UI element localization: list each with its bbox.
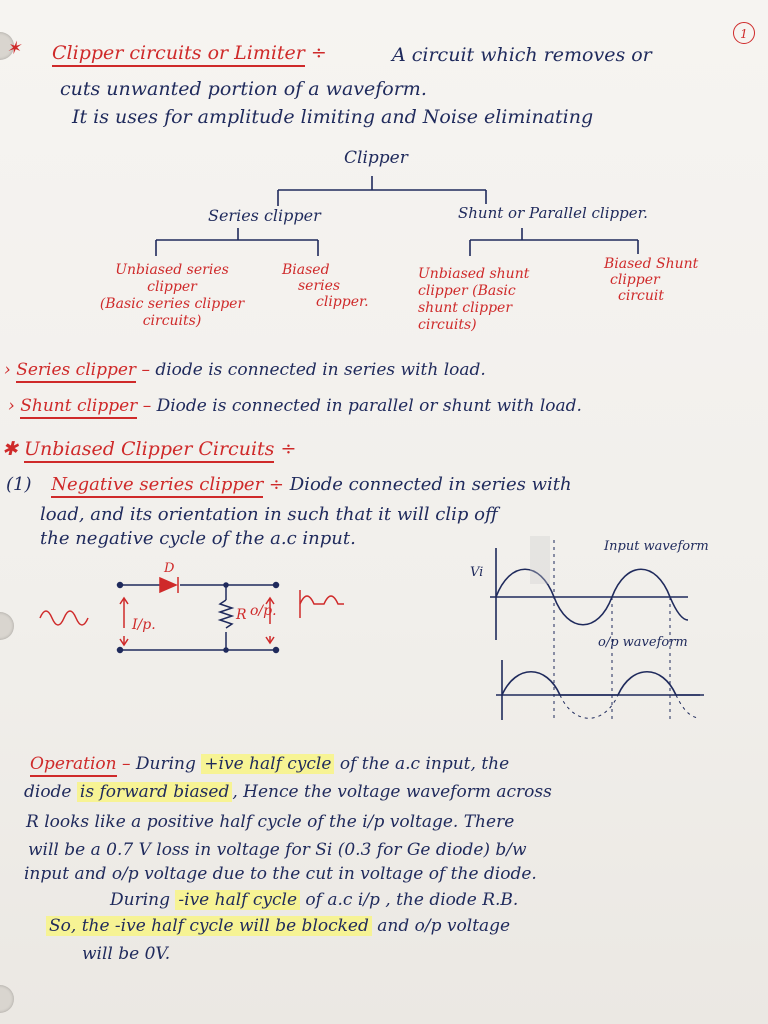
tree-shunt: Shunt or Parallel clipper. xyxy=(458,204,648,222)
tree-node-line: series xyxy=(298,278,341,294)
op-line-1b: of the a.c input, the xyxy=(339,754,510,774)
op-line-1-highlight: +ive half cycle xyxy=(201,754,334,774)
intro-def-line-1: A circuit which removes or xyxy=(392,44,652,66)
operation-line-7 xyxy=(46,918,510,935)
tree-node-line: Unbiased shunt xyxy=(418,266,530,282)
operation-dash: – xyxy=(122,754,131,774)
operation-line-5: input and o/p voltage due to the cut in voltage of the diode. xyxy=(24,864,537,884)
neg-line-2: load, and its orientation in such that it will clip off xyxy=(40,504,498,525)
neg-mark: ÷ xyxy=(268,474,285,495)
operation-line-3: R looks like a positive half cycle of the i/p voltage. There xyxy=(26,812,515,832)
tree-node-line: clipper (Basic xyxy=(418,283,516,299)
op-line-6-highlight: -ive half cycle xyxy=(175,890,300,910)
intro-heading-mark: ÷ xyxy=(310,42,327,64)
tree-node-line: circuits) xyxy=(418,317,477,333)
operation-line-4: will be a 0.7 V loss in voltage for Si (0.3 for Ge diode) b/w xyxy=(28,840,527,860)
tree-node-line: clipper xyxy=(610,272,660,288)
series-term: Series clipper xyxy=(16,360,136,383)
tree-node-line: Biased xyxy=(282,262,330,278)
section-heading: ✱ Unbiased Clipper Circuits ÷ xyxy=(2,440,296,459)
op-line-1a: During xyxy=(135,754,196,774)
intro-def-line-3: It is uses for amplitude limiting and Noise eliminating xyxy=(72,106,594,128)
operation-line-1 xyxy=(30,756,509,773)
tree-node-line: shunt clipper xyxy=(418,300,513,316)
op-line-2a: diode xyxy=(24,782,72,802)
shunt-text: Diode is connected in parallel or shunt with load. xyxy=(156,396,582,416)
section-heading-text: Unbiased Clipper Circuits xyxy=(24,438,274,463)
neg-term: Negative series clipper xyxy=(51,474,263,498)
op-line-7b: and o/p voltage xyxy=(377,916,511,936)
operation-line-6 xyxy=(110,892,518,909)
neg-line-1: Diode connected in series with xyxy=(289,474,572,495)
intro-heading-text: Clipper circuits or Limiter xyxy=(52,42,305,67)
neg-number: (1) xyxy=(6,474,32,495)
series-definition: › Series clipper – diode is connected in series with load. xyxy=(4,362,486,379)
neg-line-3: the negative cycle of the a.c input. xyxy=(40,528,356,549)
vi-label: Vi xyxy=(470,565,484,580)
star-mark: ✶ xyxy=(6,38,22,59)
tree-node-line: Unbiased series xyxy=(115,262,229,278)
tree-node-line: clipper xyxy=(147,279,197,295)
tree-node-line: (Basic series clipper xyxy=(99,296,245,312)
tree-node-line: clipper. xyxy=(316,294,369,310)
shunt-term: Shunt clipper xyxy=(20,396,137,419)
input-label: I/p. xyxy=(132,617,156,633)
page-number: 1 xyxy=(740,27,748,41)
op-line-6a: During xyxy=(110,890,170,910)
tree-node-line: Biased Shunt xyxy=(604,256,699,272)
tree-root: Clipper xyxy=(344,148,408,168)
op-line-2b: , Hence the voltage waveform across xyxy=(232,782,552,802)
operation-line-8: will be 0V. xyxy=(82,944,171,964)
output-waveform-title: o/p waveform xyxy=(598,635,688,650)
operation-term: Operation xyxy=(30,754,117,777)
series-text: diode is connected in series with load. xyxy=(155,360,486,380)
operation-line-2 xyxy=(24,784,552,801)
input-waveform-title: Input waveform xyxy=(604,539,709,554)
intro-def-line-2: cuts unwanted portion of a waveform. xyxy=(60,78,427,100)
resistor-label: R xyxy=(236,607,247,623)
tree-node-line: circuits) xyxy=(142,313,202,329)
tree-series: Series clipper xyxy=(208,206,321,225)
shunt-definition: › Shunt clipper – Diode is connected in parallel or shunt with load. xyxy=(8,398,582,415)
diode-label: D xyxy=(164,561,175,576)
tree-node-line: circuit xyxy=(618,288,664,304)
op-line-7-highlight: So, the -ive half cycle will be blocked xyxy=(46,916,372,936)
output-label: o/p. xyxy=(250,603,277,619)
op-line-6b: of a.c i/p , the diode R.B. xyxy=(305,890,519,910)
section-heading-mark: ÷ xyxy=(280,438,297,460)
op-line-2-highlight: is forward biased xyxy=(77,782,232,802)
